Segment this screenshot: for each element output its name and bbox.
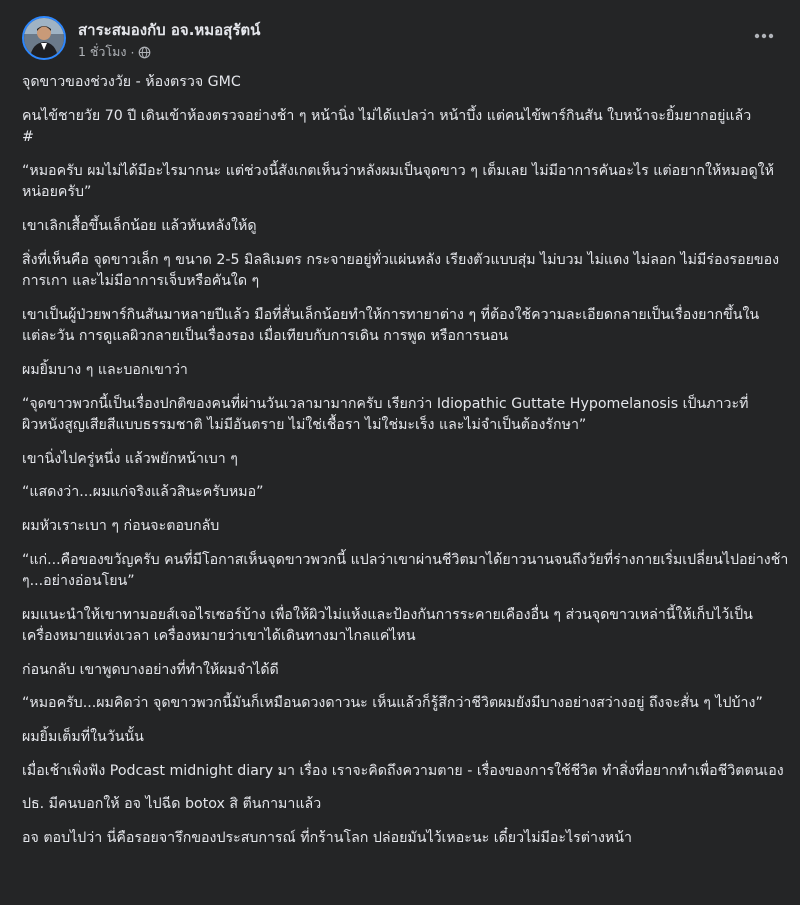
post-paragraph: ผมหัวเราะเบา ๆ ก่อนจะตอบกลับ [22, 517, 220, 534]
post-header [22, 16, 784, 64]
avatar-image [24, 18, 64, 58]
post-body [22, 72, 790, 861]
post-paragraph: “แก่...คือของขวัญครับ คนที่มีโอกาสเห็นจุดขาวพวกนี้ แปลว่าเขาผ่านชีวิตมาได้ยาวนานจนถึงวัยที่ร่างกายเริ่มเปลี่ยนไปอย่างช้า ๆ...อย่างอ่อนโยน” [22, 551, 789, 590]
post-paragraph: ผมยิ้มเต็มที่ในวันนั้น [22, 729, 144, 746]
post-paragraph: ปธ. มีคนบอกให้ อจ ไปฉีด botox สิ ตีนกามาแล้ว [22, 796, 322, 813]
meta-separator: · [130, 44, 135, 60]
author-name[interactable]: สาระสมองกับ อจ.หมอสุรัตน์ [78, 21, 261, 39]
post-paragraph: เมื่อเช้าเพิ่งฟัง Podcast midnight diary มา เรื่อง เราจะคิดถึงความตาย - เรื่องของการใช้ชีวิต ทำสิ่งที่อยากทำเพื่อชีวิตตนเอง [22, 762, 784, 779]
post-paragraph: “จุดขาวพวกนี้เป็นเรื่องปกติของคนที่ผ่านวันเวลามามากครับ เรียกว่า Idiopathic Guttate Hypomelanosis เป็นภาวะที่ผิวหนังสูญเสียสีแบบธรรมชาติ ไม่มีอันตราย ไม่ใช่เชื้อรา ไม่ใช่มะเร็ง และไม่จำเป็นต้องรักษา” [22, 395, 749, 434]
author-avatar[interactable] [22, 16, 66, 60]
post-paragraph: ผมแนะนำให้เขาทามอยส์เจอไรเซอร์บ้าง เพื่อให้ผิวไม่แห้งและป้องกันการระคายเคืองอื่น ๆ ส่วนจุดขาวเหล่านี้ให้เก็บไว้เป็นเครื่องหมายแห่งเวลา เครื่องหมายว่าเขาได้เดินทางมาไกลแค่ไหน [22, 606, 753, 645]
post-paragraph: ก่อนกลับ เขาพูดบางอย่างที่ทำให้ผมจำได้ดี [22, 661, 279, 678]
post-paragraph: จุดขาวของช่วงวัย - ห้องตรวจ GMC [22, 74, 241, 90]
post-paragraph: อจ ตอบไปว่า นี่คือรอยจารึกของประสบการณ์ ที่กร้านโลก ปล่อยมันไว้เหอะนะ เดี๋ยวไม่มีอะไรต่างหน้า [22, 829, 632, 846]
post-paragraph: ผมยิ้มบาง ๆ และบอกเขาว่า [22, 361, 188, 378]
more-horizontal-icon [754, 33, 774, 39]
globe-icon[interactable] [138, 46, 151, 59]
post-meta [78, 42, 151, 62]
post-paragraph: เขาเลิกเสื้อขึ้นเล็กน้อย แล้วหันหลังให้ดู [22, 217, 257, 234]
post-paragraph: เขานิ่งไปครู่หนึ่ง แล้วพยักหน้าเบา ๆ [22, 450, 238, 467]
post-time[interactable]: 1 ชั่วโมง [78, 44, 127, 59]
more-options-button[interactable] [750, 22, 778, 50]
post-paragraph: “หมอครับ ผมไม่ได้มีอะไรมากนะ แต่ช่วงนี้สังเกตเห็นว่าหลังผมเป็นจุดขาว ๆ เต็มเลย ไม่มีอาการคันอะไร แต่อยากให้หมอดูให้หน่อยครับ” [22, 162, 774, 201]
post-paragraph: “แสดงว่า...ผมแก่จริงแล้วสินะครับหมอ” [22, 484, 264, 501]
post-paragraph: “หมอครับ...ผมคิดว่า จุดขาวพวกนี้มันก็เหมือนดวงดาวนะ เห็นแล้วก็รู้สึกว่าชีวิตผมยังมีบางอย่างสว่างอยู่ ถึงจะสั่น ๆ ไปบ้าง” [22, 695, 763, 712]
post-paragraph: สิ่งที่เห็นคือ จุดขาวเล็ก ๆ ขนาด 2-5 มิลลิเมตร กระจายอยู่ทั่วแผ่นหลัง เรียงตัวแบบสุ่ม ไม่บวม ไม่แดง ไม่ลอก ไม่มีร่องรอยของการเกา และไม่มีอาการเจ็บหรือคันใด ๆ [22, 251, 780, 290]
post-paragraph: เขาเป็นผู้ป่วยพาร์กินสันมาหลายปีแล้ว มือที่สั่นเล็กน้อยทำให้การทายาต่าง ๆ ที่ต้องใช้ความละเอียดกลายเป็นเรื่องยากขึ้นในแต่ละวัน การดูแลผิวกลายเป็นเรื่องรอง เมื่อเทียบกับการเดิน การพูด หรือการนอน [22, 306, 760, 345]
post-paragraph: คนไข้ชายวัย 70 ปี เดินเข้าห้องตรวจอย่างช้า ๆ หน้านิ่ง ไม่ได้แปลว่า หน้าบึ้ง แต่คนไข้พาร์กินสัน ใบหน้าจะยิ้มยากอยู่แล้ว # [22, 107, 752, 146]
